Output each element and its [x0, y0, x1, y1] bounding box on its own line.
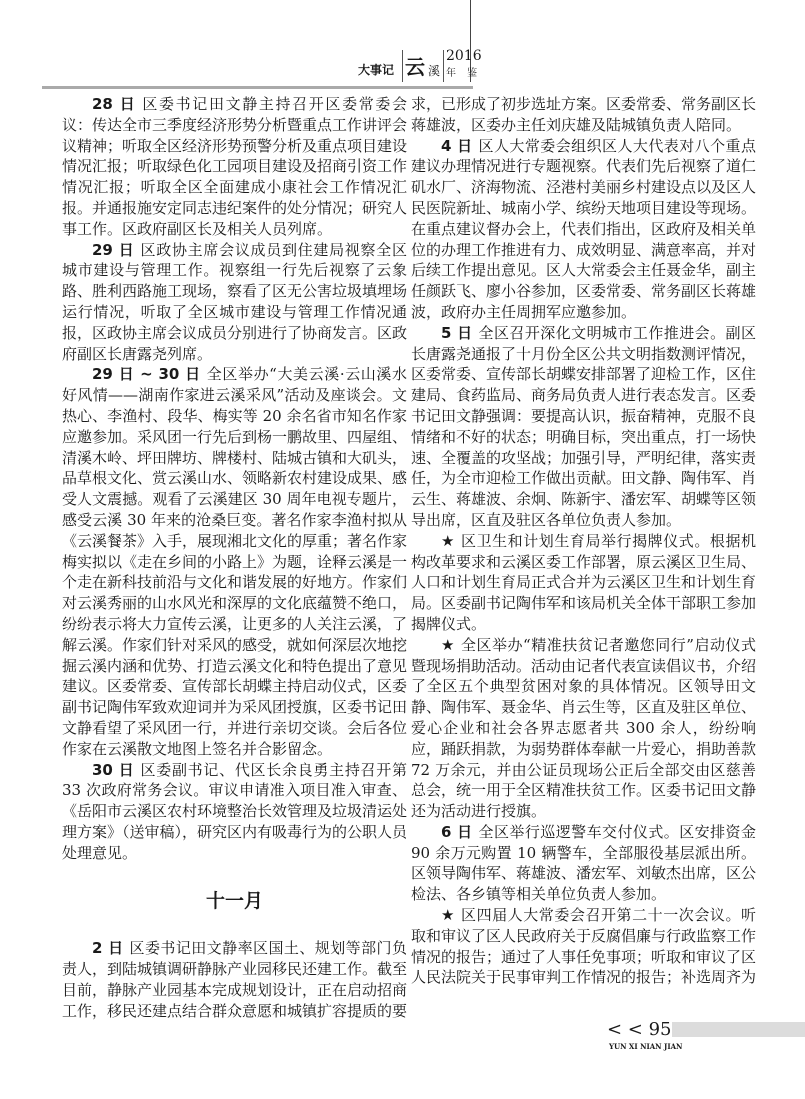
entry — [411, 323, 756, 531]
entry-text: 区卫生和计划生育局举行揭牌仪式。根据机构改革要求和云溪区委工作部署，原云溪区卫生局、人口和计划生育局正式合并为云溪区卫生和计划生育局。区委副书记陶伟军和该局机关全体干部职工参加揭牌仪式。 — [411, 531, 757, 633]
star-icon: ★ — [441, 531, 456, 550]
entry — [411, 136, 756, 323]
entry-text: 全区举办“精准扶贫记者邀您同行”启动仪式暨现场捐助活动。活动由记者代表宣读倡议书，介绍了全区五个典型贫困对象的具体情况。区领导田文静、陶伟军、聂金华、肖云生等，区直及驻区单位、爱心企业和社会各界志愿者共 300 余人，纷纷响应，踊跃捐款，为弱势群体奉献一片爱心，捐助善款 72 万余元，并由公证员现场公正后全部交由区慈善总会，统一用于全区精准扶贫工作。区委书记田文静还为活动进行授旗。 — [411, 635, 757, 821]
entry — [411, 905, 756, 988]
entry — [62, 94, 407, 240]
logo-char-xi: 溪 — [428, 64, 441, 78]
entry-date: 28 日 — [92, 95, 137, 113]
entry — [62, 938, 407, 1021]
entry — [411, 635, 756, 822]
entry-text: 区政协主席会议成员到住建局视察全区城市建设与管理工作。视察组一行先后视察了云象路、胜利西路施工现场，察看了区无公害垃圾填埋场运行情况，听取了全区城市建设与管理工作情况通报，区政协主席会议成员分别进行了协商发言。区政府副区长唐露尧列席。 — [62, 240, 408, 363]
entry-date: 29 日 — [92, 240, 135, 259]
entry-date: 29 日 ~ 30 日 — [92, 365, 201, 384]
entry-date: 30 日 — [92, 760, 135, 779]
entry-text: 区四届人大常委会召开第二十一次会议。听取和审议了区人民政府关于反腐倡廉与行政监察工作情况的报告；通过了人事任免事项；听取和审议了区人民法院关于民事审判工作情况的报告；补选周齐为 — [411, 906, 757, 987]
star-icon: ★ — [441, 906, 456, 925]
entry-date: 5 日 — [441, 323, 473, 342]
entry-continuation: 求，已形成了初步选址方案。区委常委、常务副区长蒋雄波，区委办主任刘庆雄及陆城镇负责人陪同。 — [411, 95, 757, 134]
header-rule — [42, 86, 473, 89]
entry — [62, 760, 407, 864]
month-heading: 十一月 — [205, 890, 263, 913]
entry-date: 2 日 — [92, 939, 124, 958]
right-column — [411, 94, 756, 988]
entry — [62, 240, 407, 365]
footer-book-pinyin: YUN XI NIAN JIAN — [609, 1042, 683, 1051]
entry-text: 全区举办“大美云溪·云山溪水好风情——湖南作家进云溪采风”活动及座谈会。文热心、李渔村、段华、梅实等 20 余名省市知名作家应邀参加。采风团一行先后到杨一鹏故里、四屋组、清溪木岭、坪田牌坊、牌楼村、陆城古镇和大矶头，品草根文化、赏云溪山水、领略新农村建设成果、感受人文震撼。观看了云溪建区 30 周年电视专题片，感受云溪 30 年来的沧桑巨变。著名作家李渔村拟从《云溪餐茶》入手，展现湘北文化的厚重；著名作家梅实拟以《走在乡间的小路上》为题，诠释云溪是一个走在新科技前沿与文化和谐发展的好地方。作家们对云溪秀丽的山水风光和深厚的文化底蕴赞不绝口，纷纷表示将大力宣传云溪，让更多的人关注云溪，了解云溪。作家们针对采风的感受，就如何深层次地挖掘云溪内涵和优势、打造云溪文化和特色提出了意见建议。区委常委、宣传部长胡蝶主持启动仪式，区委副书记陶伟军致欢迎词并为采风团授旗，区委书记田文静看望了采风团一行，并进行亲切交谈。会后各位作家在云溪散文地图上签名并合影留念。 — [62, 365, 408, 758]
entry-text: 区委书记田文静主持召开区委常委会议：传达全市三季度经济形势分析暨重点工作讲评会议精神；听取全区经济形势预警分析及重点项目建设情况汇报；听取绿色化工园项目建设及招商引资工作情况汇报；听取全区全面建成小康社会工作情况汇报。并通报施安定同志违纪案件的处分情况；研究人事工作。区政府副区长及相关人员列席。 — [62, 95, 408, 238]
section-title: 大事记 — [358, 63, 395, 77]
footer-bar — [672, 1022, 805, 1037]
left-column — [62, 94, 407, 1021]
star-icon: ★ — [441, 635, 455, 654]
header-divider — [402, 50, 403, 82]
entry-text: 区委副书记、代区长余良勇主持召开第 33 次政府常务会议。审议申请准入项目准入审查、《岳阳市云溪区农村环境整治长效管理及垃圾清运处理方案》（送审稿），研究区内有吸毒行为的公职人员处理意见。 — [62, 760, 408, 862]
logo-char-yun: 云 — [405, 55, 425, 79]
entry — [62, 364, 407, 759]
header-divider — [443, 50, 444, 82]
entry-text: 全区举行巡逻警车交付仪式。区安排资金 90 余万元购置 10 辆警车，全部服役基层派出所。区领导陶伟军、蒋雄波、潘宏军、刘敏杰出席，区公检法、各乡镇等相关单位负责人参加。 — [411, 822, 757, 904]
entry — [411, 822, 756, 905]
entry-text: 区人大常委会组织区人大代表对八个重点建议办理情况进行专题视察。代表们先后视察了道仁矶水厂、济海物流、泾港村美丽乡村建设点以及区人民医院新址、城南小学、缤纷天地项目建设等现场。在重点建议督办会上，代表们指出，区政府及相关单位的办理工作推进有力、成效明显、满意率高，并对后续工作提出意见。区人大常委会主任聂金华，副主任颜跃飞、廖小谷参加，区委常委、常务副区长蒋雄波，政府办主任周拥军应邀参加。 — [411, 136, 757, 321]
entry — [411, 531, 756, 635]
entry-text: 全区召开深化文明城市工作推进会。副区长唐露尧通报了十月份全区公共文明指数测评情况，区委常委、宣传部长胡蝶安排部署了迎检工作，区住建局、食药监局、商务局负责人进行表态发言。区委书记田文静强调：要提高认识，振奋精神，克服不良情绪和不好的状态；明确目标，突出重点，打一场快速、全覆盖的攻坚战；加强引导，严明纪律，落实责任，为全市迎检工作做出贡献。田文静、陶伟军、肖云生、蒋雄波、余炯、陈新宇、潘宏军、胡蝶等区领导出席，区直及驻区各单位负责人参加。 — [411, 323, 757, 529]
entry-text: 区委书记田文静率区国土、规划等部门负责人，到陆城镇调研静脉产业园移民还建工作。截至目前，静脉产业园基本完成规划设计，正在启动招商工作，移民还建点结合群众意愿和城镇扩容提质的要 — [62, 939, 408, 1020]
header-book-name: 年 鉴 — [446, 68, 482, 79]
page-number: < < 95 — [607, 1019, 672, 1040]
entry-date: 6 日 — [441, 822, 473, 841]
entry-date: 4 日 — [441, 136, 473, 155]
header-year: 2016 — [446, 48, 482, 64]
